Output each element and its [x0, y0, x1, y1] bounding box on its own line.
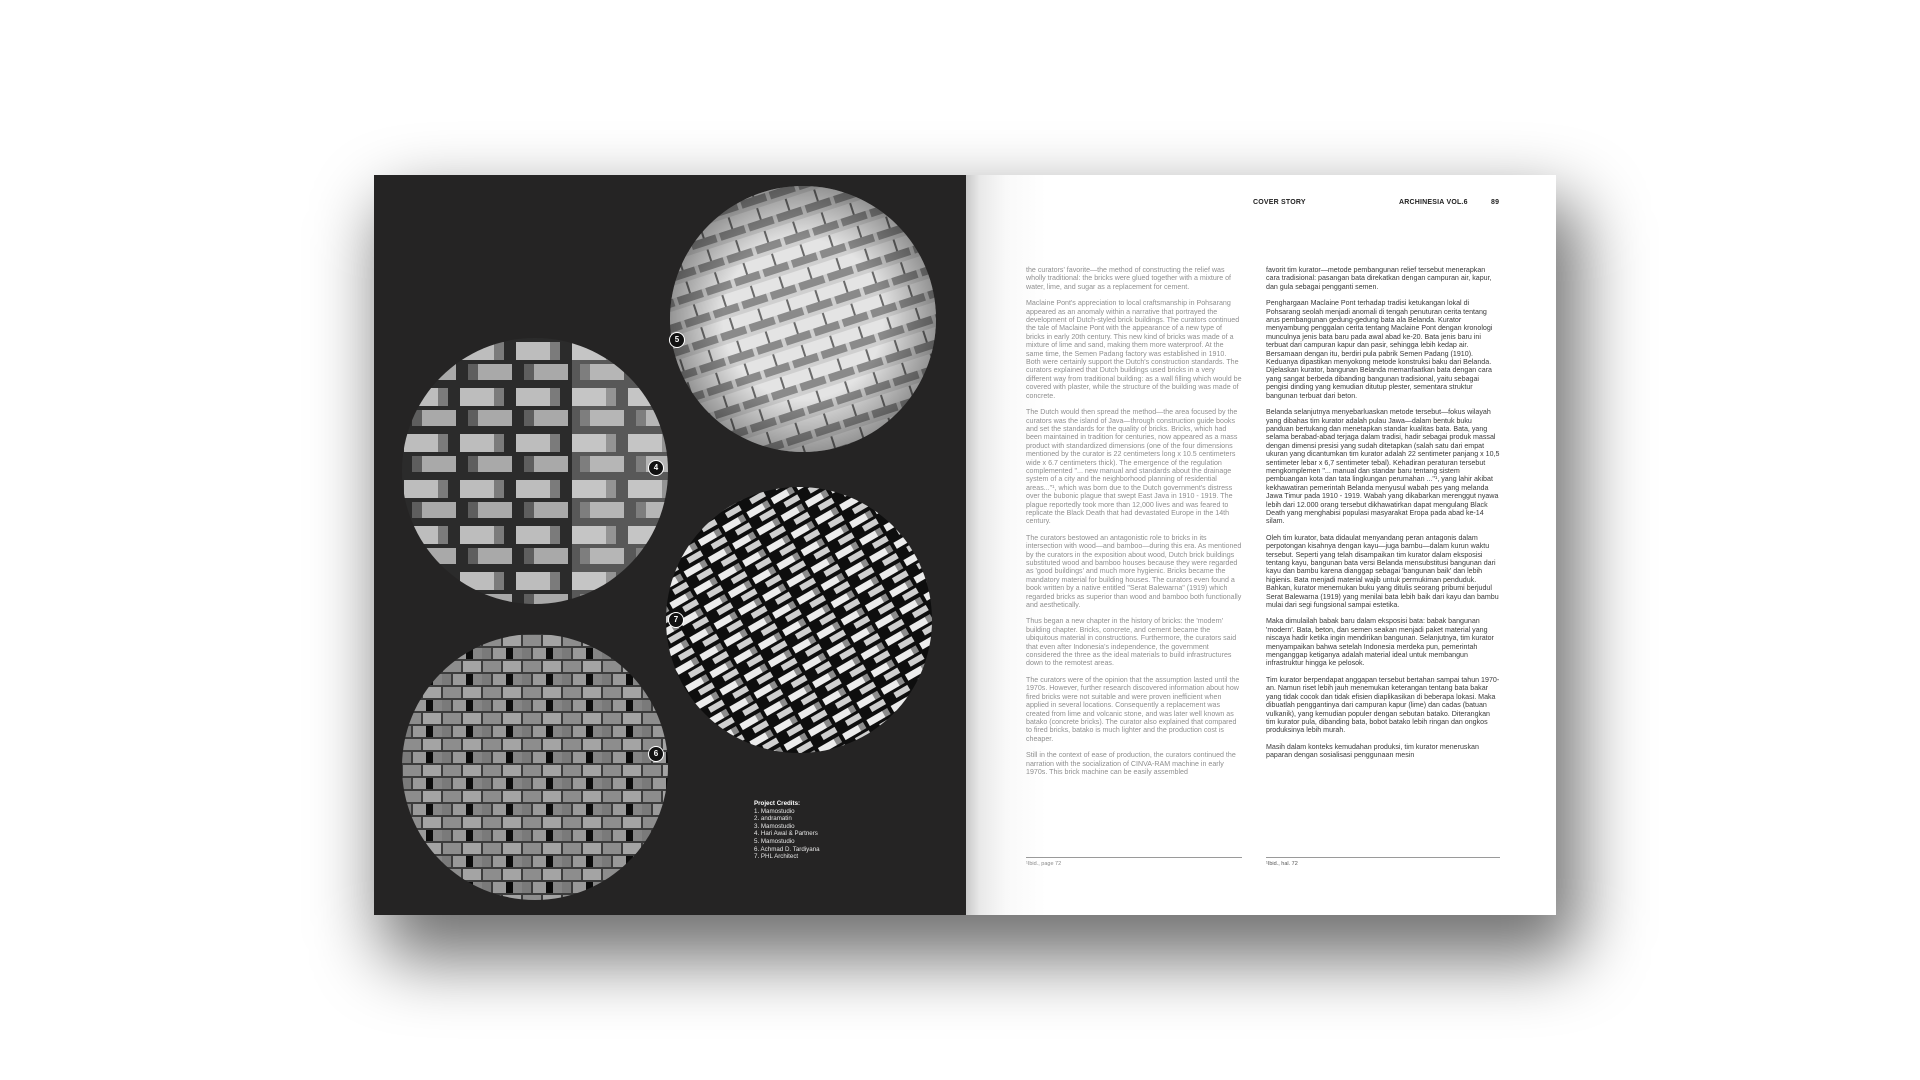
footnote-english: ¹Ibid., page 72: [1026, 861, 1062, 867]
indonesian-column: [1266, 266, 1500, 768]
credit-item: 4. Hari Awal & Partners: [754, 830, 818, 838]
credits-title: Project Credits:: [754, 800, 801, 807]
photo-4: [402, 338, 668, 604]
credit-item: 6. Achmad D. Tardiyana: [754, 845, 820, 853]
english-column: [1026, 266, 1242, 784]
english-paragraph: Still in the context of ease of production, the curators continued the narration with the socialization of CINVA-RAM machine in early 1970s. This brick machine can be easily assembled: [1026, 751, 1236, 776]
section-label: COVER STORY: [1253, 199, 1306, 206]
footnote-rule-indonesian: [1266, 857, 1500, 858]
indonesian-paragraph: Masih dalam konteks kemudahan produksi, tim kurator meneruskan paparan dengan sosialisasi penggunaan mesin: [1266, 742, 1479, 760]
credit-item: 1. Mamostudio: [754, 807, 795, 815]
footnote-rule-english: [1026, 857, 1242, 858]
credit-item: 3. Mamostudio: [754, 822, 795, 830]
english-paragraph: The Dutch would then spread the method—the area focused by the curators was the island of Java—through construction guide books and set the standards for the quality of bricks. Bricks, which had been maintained in tradition for centuries, now appeared as a mass product with standardized dimensions (one of the four dimensions mentioned by the curator is 22 centimeters long x 10.5 centimeters wide x 6.7 centimeters thick). The emergence of the regulation complemented "... new manual and standards about the drainage system of a city and the neighborhood planning of residential areas..."¹, which was born due to the Dutch government's distress over the bubonic plague that swept East Java in 1910 - 1919. The plague reportedly took more than 12,000 lives and was feared to replicate the Black Death that had devastated Europe in the 14th century.: [1026, 408, 1238, 526]
photo-number-4: 4: [648, 460, 664, 476]
magazine-title: ARCHINESIA VOL.6: [1399, 199, 1468, 206]
brick-relief-photo: [670, 186, 936, 452]
english-paragraph: The curators were of the opinion that the assumption lasted until the 1970s. However, further research discovered information about how fired bricks were not suitable and were proven inefficient when applied in several locations. Consequently a replacement was created from lime and volcanic stone, and was later well known as batako (concrete bricks). The curator also explained that compared to fired bricks, batako is much lighter and the production cost is cheaper.: [1026, 675, 1240, 743]
page-number: 89: [1491, 199, 1500, 206]
credit-item: 2. andramatin: [754, 815, 792, 823]
english-paragraph: Maclaine Pont's appreciation to local craftsmanship in Pohsarang appeared as an anomaly within a narrative that portrayed the development of Dutch-styled brick buildings. The curators continued the tale of Maclaine Pont with the appearance of a new type of bricks in early 20th century. This new kind of bricks was made of a mixture of lime and sand, making them more waterproof. At the same time, the Semen Padang factory was established in 1910. Both were certainly support the Dutch's construction standards. The curators explained that Dutch buildings used bricks in a very different way from traditional building: as a wall filling which would be covered with plaster, while the structure of the building was made of concrete.: [1026, 299, 1242, 400]
credit-item: 5. Mamostudio: [754, 837, 795, 845]
indonesian-paragraph: Oleh tim kurator, bata didaulat menyandang peran antagonis dalam perpotongan kisahnya dengan kayu—juga bambu—dalam kurun waktu tersebut. Seperti yang telah disampaikan tim kurator dalam eksposisi tentang kayu, bangunan bata versi Belanda mensubstitusi bangunan dari kayu dan bambu karena dianggap sebagai 'bangunan baik' dan lebih higienis. Bata menjadi material wajib untuk permukiman penduduk. Bahkan, kurator menemukan buku yang ditulis seorang pribumi berjudul Serat Balewarna (1919) yang menilai bata lebih baik dari kayu dan bambu mulai dari segi fungsional sampai estetika.: [1266, 533, 1499, 610]
brick-relief-photo: [402, 338, 668, 604]
footnote-indonesian: ¹Ibid., hal. 72: [1266, 861, 1298, 867]
project-credits: [754, 800, 894, 861]
photo-6: [402, 634, 668, 900]
photo-number-7: 7: [668, 612, 684, 628]
credit-item: 7. PHL Architect: [754, 853, 799, 861]
photo-7: [666, 487, 932, 753]
indonesian-paragraph: favorit tim kurator—metode pembangunan relief tersebut menerapkan cara tradisional: pasangan bata direkatkan dengan campuran air, kapur, dan gula sebagai pengganti semen.: [1266, 266, 1492, 291]
indonesian-paragraph: Maka dimulailah babak baru dalam eksposisi bata: babak bangunan 'modern'. Bata, beton, dan semen seakan menjadi paket material yang niscaya hadir ketika ingin mendirikan bangunan. Selanjutnya, tim kurator menyampaikan bahwa setelah Indonesia merdeka pun, pemerintah menganggap ketiganya adalah material ideal untuk membangun infrastruktur hingga ke pelosok.: [1266, 617, 1494, 668]
brick-relief-photo: [666, 487, 932, 753]
photo-5: [670, 186, 936, 452]
photo-number-5: 5: [669, 332, 685, 348]
english-paragraph: The curators bestowed an antagonistic role to bricks in its intersection with wood—and bamboo—during this era. As mentioned by the curators in the exposition about wood, Dutch brick buildings substituted wood and bamboo houses because they were regarded as 'good buildings' and much more hygienic. Bricks became the mandatory material for building houses. The curators even found a book written by a native entitled "Serat Balewarna" (1919) which regarded bricks as superior than wood and bamboo both functionally and aesthetically.: [1026, 533, 1242, 610]
brick-relief-photo: [402, 634, 668, 900]
photo-number-6: 6: [648, 746, 664, 762]
indonesian-paragraph: Belanda selanjutnya menyebarluaskan metode tersebut—fokus wilayah yang dibahas tim kurator adalah pulau Jawa—dalam bentuk buku panduan bertukang dan menetapkan standar kualitas bata. Bata, yang selama berabad-abad terjaga dalam tradisi, hadir sebagai produk massal dengan dimensi presisi yang sudah ditetapkan (salah satu dari empat ukuran yang dicantumkan tim kurator adalah 22 sentimeter panjang x 10,5 sentimeter lebar x 6,7 sentimeter tebal). Kehadiran peraturan tersebut mengkomplemen "... manual dan standar baru tentang sistem pembuangan kota dan tata lingkungan perumahan ..."¹, yang lahir akibat kekhawatiran pemerintah Belanda menyusul wabah pes yang melanda Jawa Timur pada 1910 - 1919. Wabah yang dikabarkan merenggut nyawa lebih dari 12.000 orang tersebut dikhawatirkan dapat mengulang Black Death yang menghabisi populasi masyarakat Eropa pada abad ke-14 silam.: [1266, 408, 1500, 526]
english-paragraph: the curators' favorite—the method of constructing the relief was wholly traditional: the bricks were glued together with a mixture of water, lime, and sugar as a replacement for cement.: [1026, 266, 1232, 291]
indonesian-paragraph: Penghargaan Maclaine Pont terhadap tradisi ketukangan lokal di Pohsarang seolah menjadi anomali di tengah penuturan cerita tentang arus pembangunan gedung-gedung bata ala Belanda. Kurator menyambung penggalan cerita tentang Maclaine Pont dengan kronologi munculnya jenis bata baru pada awal abad ke-20. Bata jenis baru ini terbuat dari campuran kapur dan pasir, sehingga lebih kedap air. Bersamaan dengan itu, berdiri pula pabrik Semen Padang (1910). Keduanya dipastikan menyokong metode konstruksi baku dari Belanda. Dijelaskan kurator, bangunan Belanda memanfaatkan bata dengan cara yang sangat berbeda dibanding bangunan tradisional, yaitu sebagai pengisi dinding yang kemudian ditutup plester, sementara struktur bangunan terbuat dari beton.: [1266, 299, 1493, 400]
english-paragraph: Thus began a new chapter in the history of bricks: the 'modern' building chapter. Bricks, concrete, and cement became the ubiquitous material in constructions. Furthermore, the curators said that even after Indonesia's independence, the government considered the three as the ideal materials to build infrastructures down to the remotest areas.: [1026, 617, 1237, 668]
indonesian-paragraph: Tim kurator berpendapat anggapan tersebut bertahan sampai tahun 1970-an. Namun riset lebih jauh menemukan keterangan tentang bata bakar yang tidak cocok dan tidak efisien diaplikasikan di beberapa lokasi. Maka dibuatlah penggantinya dari campuran kapur (lime) dan cadas (batuan vulkanik), yang kemudian populer dengan sebutan batako. Diterangkan tim kurator pula, dibanding bata, bobot batako lebih ringan dan ongkos produksinya lebih murah.: [1266, 675, 1500, 735]
